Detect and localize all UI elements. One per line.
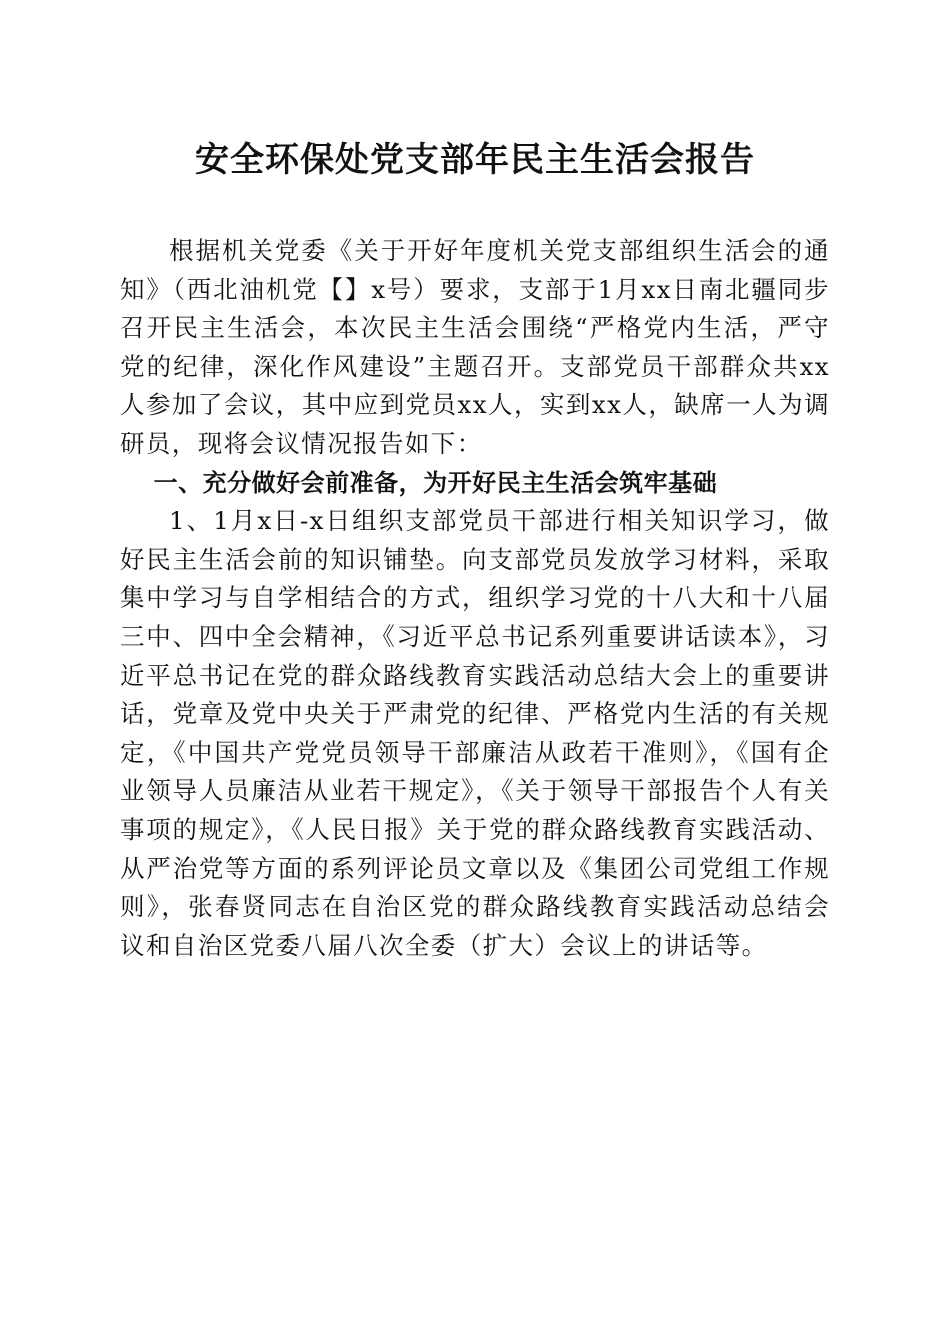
item-paragraph: 1、1月x日-x日组织支部党员干部进行相关知识学习，做好民主生活会前的知识铺垫。向支部党员发放学习材料，采取集中学习与自学相结合的方式，组织学习党的十八大和十八届三中、四中全会精神，《习近平总书记系列重要讲话读本》，习近平总书记在党的群众路线教育实践活动总结大会上的重要讲话，党章及党中央关于严肃党的纪律、严格党内生活的有关规定，《中国共产党党员领导干部廉洁从政若干准则》，《国有企业领导人员廉洁从业若干规定》，《关于领导干部报告个人有关事项的规定》，《人民日报》关于党的群众路线教育实践活动、从严治党等方面的系列评论员文章以及《集团公司党组工作规则》，张春贤同志在自治区党的群众路线教育实践活动总结会议和自治区党委八届八次全委（扩大）会议上的讲话等。 — [120, 506, 830, 960]
section-heading: 一、充分做好会前准备，为开好民主生活会筑牢基础 — [153, 468, 718, 497]
intro-paragraph: 根据机关党委《关于开好年度机关党支部组织生活会的通知》（西北油机党【】x号）要求，支部于1月xx日南北疆同步召开民主生活会，本次民主生活会围绕“严格党内生活，严守党的纪律，深化作风建设”主题召开。支部党员干部群众共xx人参加了会议，其中应到党员xx人，实到xx人，缺席一人为调研员，现将会议情况报告如下： — [120, 236, 830, 458]
document-body — [120, 232, 830, 965]
document-title: 安全环保处党支部年民主生活会报告 — [195, 140, 755, 180]
